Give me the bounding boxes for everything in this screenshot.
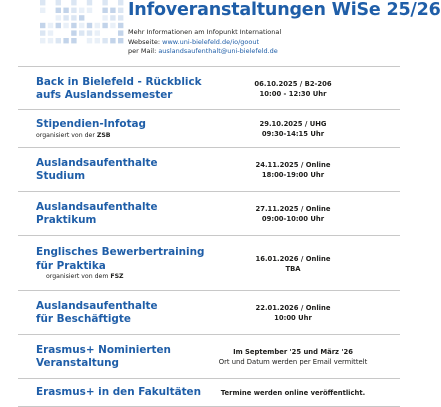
event-date-line: 06.10.2025 / B2-206 — [254, 80, 332, 88]
logo-dot — [48, 0, 53, 5]
event-title-line: für Beschäftigte — [36, 313, 131, 325]
event-date-line: 09:30-14:15 Uhr — [261, 130, 325, 138]
event-title-line: Auslandsaufenthalte — [36, 200, 158, 213]
event-date-time — [218, 254, 368, 274]
logo-dot — [110, 30, 115, 35]
logo-dot — [95, 38, 100, 43]
logo-dot — [118, 8, 123, 13]
events-list — [18, 66, 400, 407]
event-date-time — [218, 204, 368, 224]
logo-dot — [71, 23, 76, 28]
logo-dot — [48, 38, 53, 43]
logo-dot — [87, 8, 92, 13]
event-date-line: 10:00 Uhr — [274, 314, 312, 322]
event-note: Ort und Datum werden per Email vermittelt — [218, 358, 368, 366]
event-date-line: 18:00-19:00 Uhr — [261, 171, 325, 179]
logo-dot — [110, 38, 115, 43]
logo-dot — [87, 15, 92, 20]
website-label: Webseite: — [128, 37, 163, 46]
event-date-time — [218, 119, 368, 139]
event-date-time — [218, 388, 368, 398]
contact-info — [128, 28, 281, 57]
event-row — [18, 291, 400, 335]
logo-dot — [40, 8, 45, 13]
logo-dot — [48, 8, 53, 13]
event-row — [18, 236, 400, 291]
logo-dot — [87, 23, 92, 28]
event-title-line: Englisches Bewerbertraining — [36, 246, 205, 258]
header — [0, 0, 441, 64]
logo-dot — [71, 15, 76, 20]
event-title-line: aufs Auslandssemester — [36, 89, 173, 101]
event-date-line: Im September '25 und März '26 — [233, 348, 353, 356]
logo-dot — [110, 23, 115, 28]
event-date-time — [218, 303, 368, 323]
event-organizer — [46, 273, 124, 280]
logo-dot — [40, 30, 45, 35]
website-line — [128, 38, 281, 48]
event-title-line: Stipendien-Infotag — [36, 118, 146, 131]
logo-dot — [48, 23, 53, 28]
event-date-line: 24.11.2025 / Online — [255, 161, 331, 169]
logo-dot — [87, 38, 92, 43]
logo-dot — [40, 23, 45, 28]
event-date-time — [218, 79, 368, 99]
email-line — [128, 47, 281, 57]
logo-dot — [118, 30, 123, 35]
event-title-line: Auslandsaufenthalte — [36, 299, 158, 312]
event-title-line: Praktikum — [36, 214, 97, 226]
info-line: Mehr Informationen am Infopunkt International — [128, 28, 282, 36]
event-title — [36, 246, 204, 273]
website-link[interactable]: www.uni-bielefeld.de/io/goout — [162, 37, 260, 46]
email-label: per Mail: — [128, 47, 159, 56]
logo-dot — [40, 38, 45, 43]
event-date-line: 29.10.2025 / UHG — [259, 120, 327, 128]
event-title-line: Auslandsaufenthalte — [36, 156, 158, 169]
logo-dot — [56, 38, 61, 43]
event-title — [36, 201, 158, 228]
logo-dot — [110, 15, 115, 20]
logo-dot — [95, 0, 100, 5]
logo-dot — [110, 8, 115, 13]
logo-dot — [71, 8, 76, 13]
logo-dot — [79, 15, 84, 20]
event-title — [36, 157, 158, 184]
logo-dot — [63, 30, 68, 35]
event-date-line: 09:00-10:00 Uhr — [261, 215, 325, 223]
event-date-line: 27.11.2025 / Online — [255, 205, 331, 213]
logo-dot — [63, 23, 68, 28]
logo-dot — [95, 30, 100, 35]
event-title-line: Back in Bielefeld - Rückblick — [36, 75, 202, 88]
logo-dot — [40, 15, 45, 20]
event-row — [18, 110, 400, 148]
event-title — [36, 386, 201, 400]
event-row — [18, 192, 400, 236]
logo-dot — [118, 0, 123, 5]
event-title — [36, 76, 202, 103]
logo-dot — [56, 8, 61, 13]
logo-dot — [48, 30, 53, 35]
event-title-line: für Praktika — [36, 259, 106, 272]
event-title — [36, 118, 146, 132]
logo-dot — [79, 0, 84, 5]
logo-dot — [63, 38, 68, 43]
event-title-line: Erasmus+ Nominierten — [36, 343, 171, 356]
dot-grid-logo — [40, 0, 126, 46]
logo-dot — [102, 0, 107, 5]
logo-dot — [102, 38, 107, 43]
event-title-line: Studium — [36, 170, 86, 182]
event-title — [36, 344, 171, 371]
event-date-line: Termine werden online veröffentlicht. — [220, 389, 366, 397]
event-date-line: 22.01.2026 / Online — [255, 304, 331, 312]
event-row — [18, 335, 400, 379]
logo-dot — [95, 8, 100, 13]
event-date-time — [218, 160, 368, 180]
logo-dot — [87, 0, 92, 5]
organizer-prefix: organisiert von der — [36, 131, 97, 139]
logo-dot — [95, 15, 100, 20]
page-title: Infoveranstaltungen WiSe 25/26 — [128, 0, 441, 20]
logo-dot — [102, 23, 107, 28]
logo-dot — [118, 23, 123, 28]
logo-dot — [102, 8, 107, 13]
logo-dot — [79, 23, 84, 28]
organizer-name: ZSB — [96, 131, 111, 139]
event-title-line: Erasmus+ in den Fakultäten — [36, 386, 201, 399]
event-date-line: 16.01.2026 / Online — [255, 254, 331, 263]
logo-dot — [118, 38, 123, 43]
logo-dot — [102, 15, 107, 20]
logo-dot — [79, 30, 84, 35]
logo-dot — [102, 30, 107, 35]
logo-dot — [63, 0, 68, 5]
logo-dot — [48, 15, 53, 20]
event-date-line: TBA — [285, 264, 301, 273]
event-date-time — [218, 347, 368, 367]
logo-dot — [56, 23, 61, 28]
logo-dot — [63, 8, 68, 13]
email-link[interactable]: auslandsaufenthalt@uni-bielefeld.de — [158, 47, 278, 56]
event-row — [18, 148, 400, 192]
event-row — [18, 379, 400, 407]
logo-dot — [71, 30, 76, 35]
logo-dot — [71, 0, 76, 5]
logo-dot — [110, 0, 115, 5]
logo-dot — [56, 30, 61, 35]
logo-dot — [63, 15, 68, 20]
logo-dot — [40, 0, 45, 5]
logo-dot — [56, 15, 61, 20]
event-title-line: Veranstaltung — [36, 357, 119, 369]
logo-dot — [56, 0, 61, 5]
logo-dot — [79, 8, 84, 13]
organizer-prefix: organisiert von dem — [46, 273, 111, 280]
event-row — [18, 66, 400, 110]
event-date-line: 10:00 - 12:30 Uhr — [259, 90, 327, 98]
logo-dot — [87, 30, 92, 35]
logo-dot — [95, 23, 100, 28]
logo-dot — [79, 38, 84, 43]
logo-dot — [71, 38, 76, 43]
event-title — [36, 300, 158, 327]
organizer-name: FSZ — [110, 273, 124, 280]
event-organizer — [36, 132, 111, 139]
logo-dot — [118, 15, 123, 20]
